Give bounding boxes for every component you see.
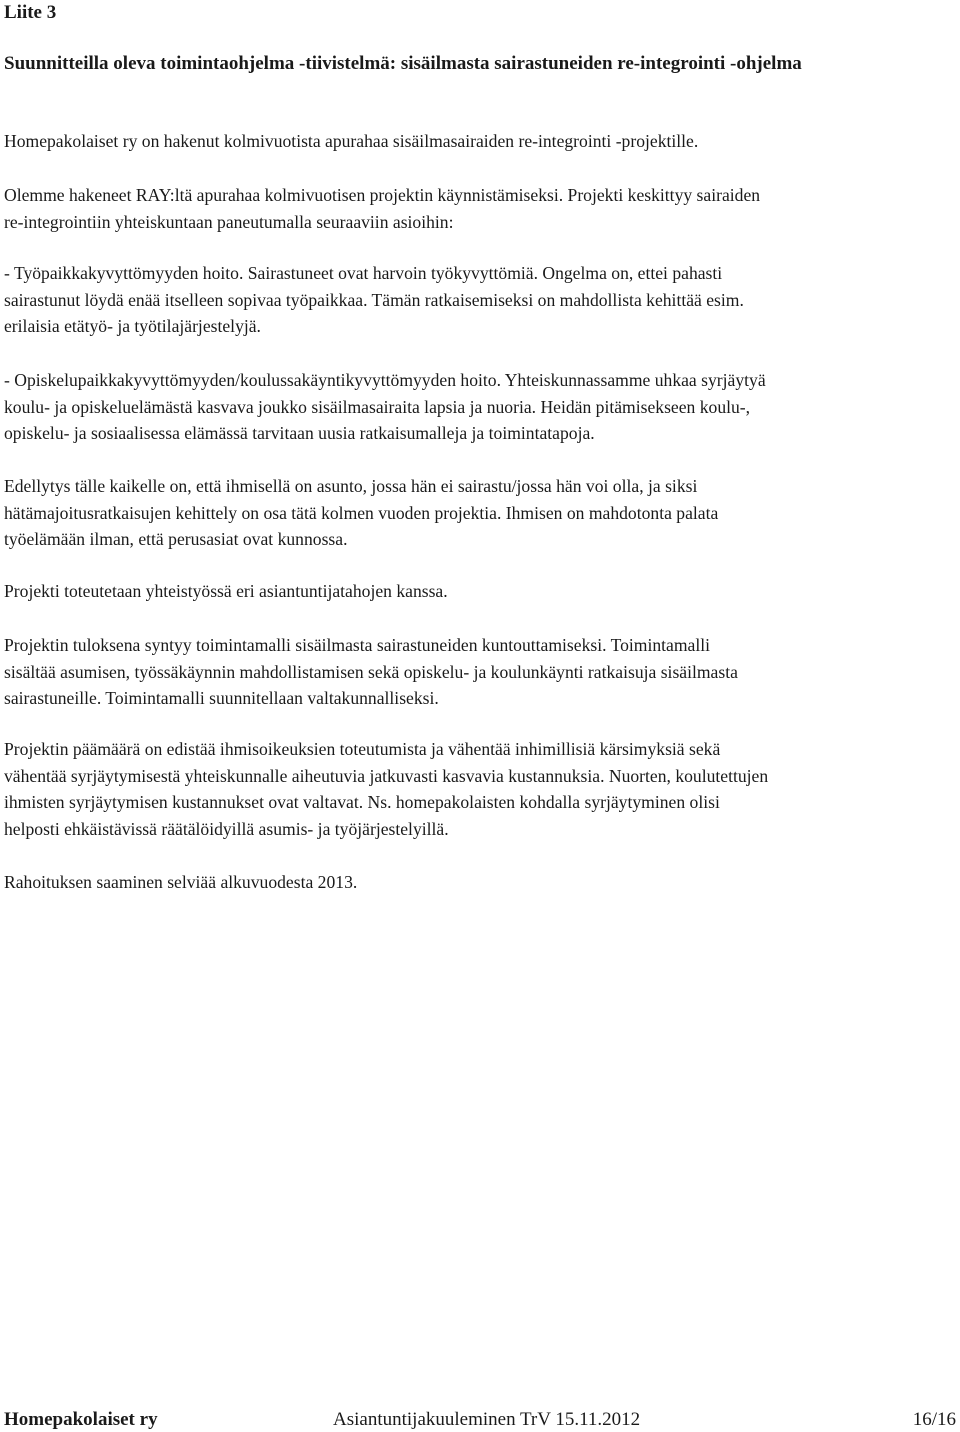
- document-title: Suunnitteilla oleva toimintaohjelma -tiivistelmä: sisäilmasta sairastuneiden re-integrointi -ohjelma: [4, 53, 802, 74]
- paragraph-funding: Rahoituksen saaminen selviää alkuvuodesta 2013.: [4, 872, 358, 892]
- paragraph-study-capacity: - Opiskelupaikkakyvyttömyyden/koulussakäyntikyvyttömyyden hoito. Yhteiskunnassamme uhkaa syrjäytyä koulu- ja opiskeluelämästä kasvava joukko sisäilmasairaita lapsia ja nuoria. Heidän pitämisekseen koulu-, opiskelu- ja sosiaalisessa elämässä tarvitaan uusia ratkaisumalleja ja toimintatapoja.: [4, 370, 766, 443]
- paragraph-intro: Homepakolaiset ry on hakenut kolmivuotista apurahaa sisäilmasairaiden re-integrointi -projektille.: [4, 131, 699, 151]
- paragraph-goal: Projektin päämäärä on edistää ihmisoikeuksien toteutumista ja vähentää inhimillisiä kärsimyksiä sekä vähentää syrjäytymisestä yhteiskunnalle aiheutuvia jatkuvasti kasvavia kustannuksia. Nuorten, koulutettujen ihmisten syrjäytymisen kustannukset ovat valtavat. Ns. homepakolaisten kohdalla syrjäytyminen olisi helposti ehkäistävissä räätälöidyillä asumis- ja työjärjestelyillä.: [4, 739, 769, 839]
- footer-organization: Homepakolaiset ry: [4, 1409, 158, 1430]
- paragraph-work-capacity: - Työpaikkakyvyttömyyden hoito. Sairastuneet ovat harvoin työkyvyttömiä. Ongelma on, ettei pahasti sairastunut löydä enää itselleen sopivaa työpaikkaa. Tämän ratkaisemiseksi on mahdollista kehittää esim. erilaisia etätyö- ja työtilajärjestelyjä.: [4, 263, 744, 336]
- paragraph-outcome: Projektin tuloksena syntyy toimintamalli sisäilmasta sairastuneiden kuntouttamiseksi. Toimintamalli sisältää asumisen, työssäkäynnin mahdollistamisen sekä opiskelu- ja koulunkäynti ratkaisuja sisäilmasta sairastuneille. Toimintamalli suunnitellaan valtakunnalliseksi.: [4, 635, 738, 708]
- paragraph-cooperation: Projekti toteutetaan yhteistyössä eri asiantuntijatahojen kanssa.: [4, 581, 448, 601]
- paragraph-housing-requirement: Edellytys tälle kaikelle on, että ihmisellä on asunto, jossa hän ei sairastu/jossa hän voi olla, ja siksi hätämajoitusratkaisujen kehittely on osa tätä kolmen vuoden projektia. Ihmisen on mahdotonta palata työelämään ilman, että perusasiat ovat kunnossa.: [4, 476, 719, 549]
- paragraph-application: Olemme hakeneet RAY:ltä apurahaa kolmivuotisen projektin käynnistämiseksi. Projekti keskittyy sairaiden re-integrointiin yhteiskuntaan paneutumalla seuraaviin asioihin:: [4, 185, 761, 232]
- appendix-label: Liite 3: [4, 2, 57, 23]
- footer-page-number: 16/16: [912, 1409, 956, 1430]
- footer-event: Asiantuntijakuuleminen TrV 15.11.2012: [333, 1409, 641, 1430]
